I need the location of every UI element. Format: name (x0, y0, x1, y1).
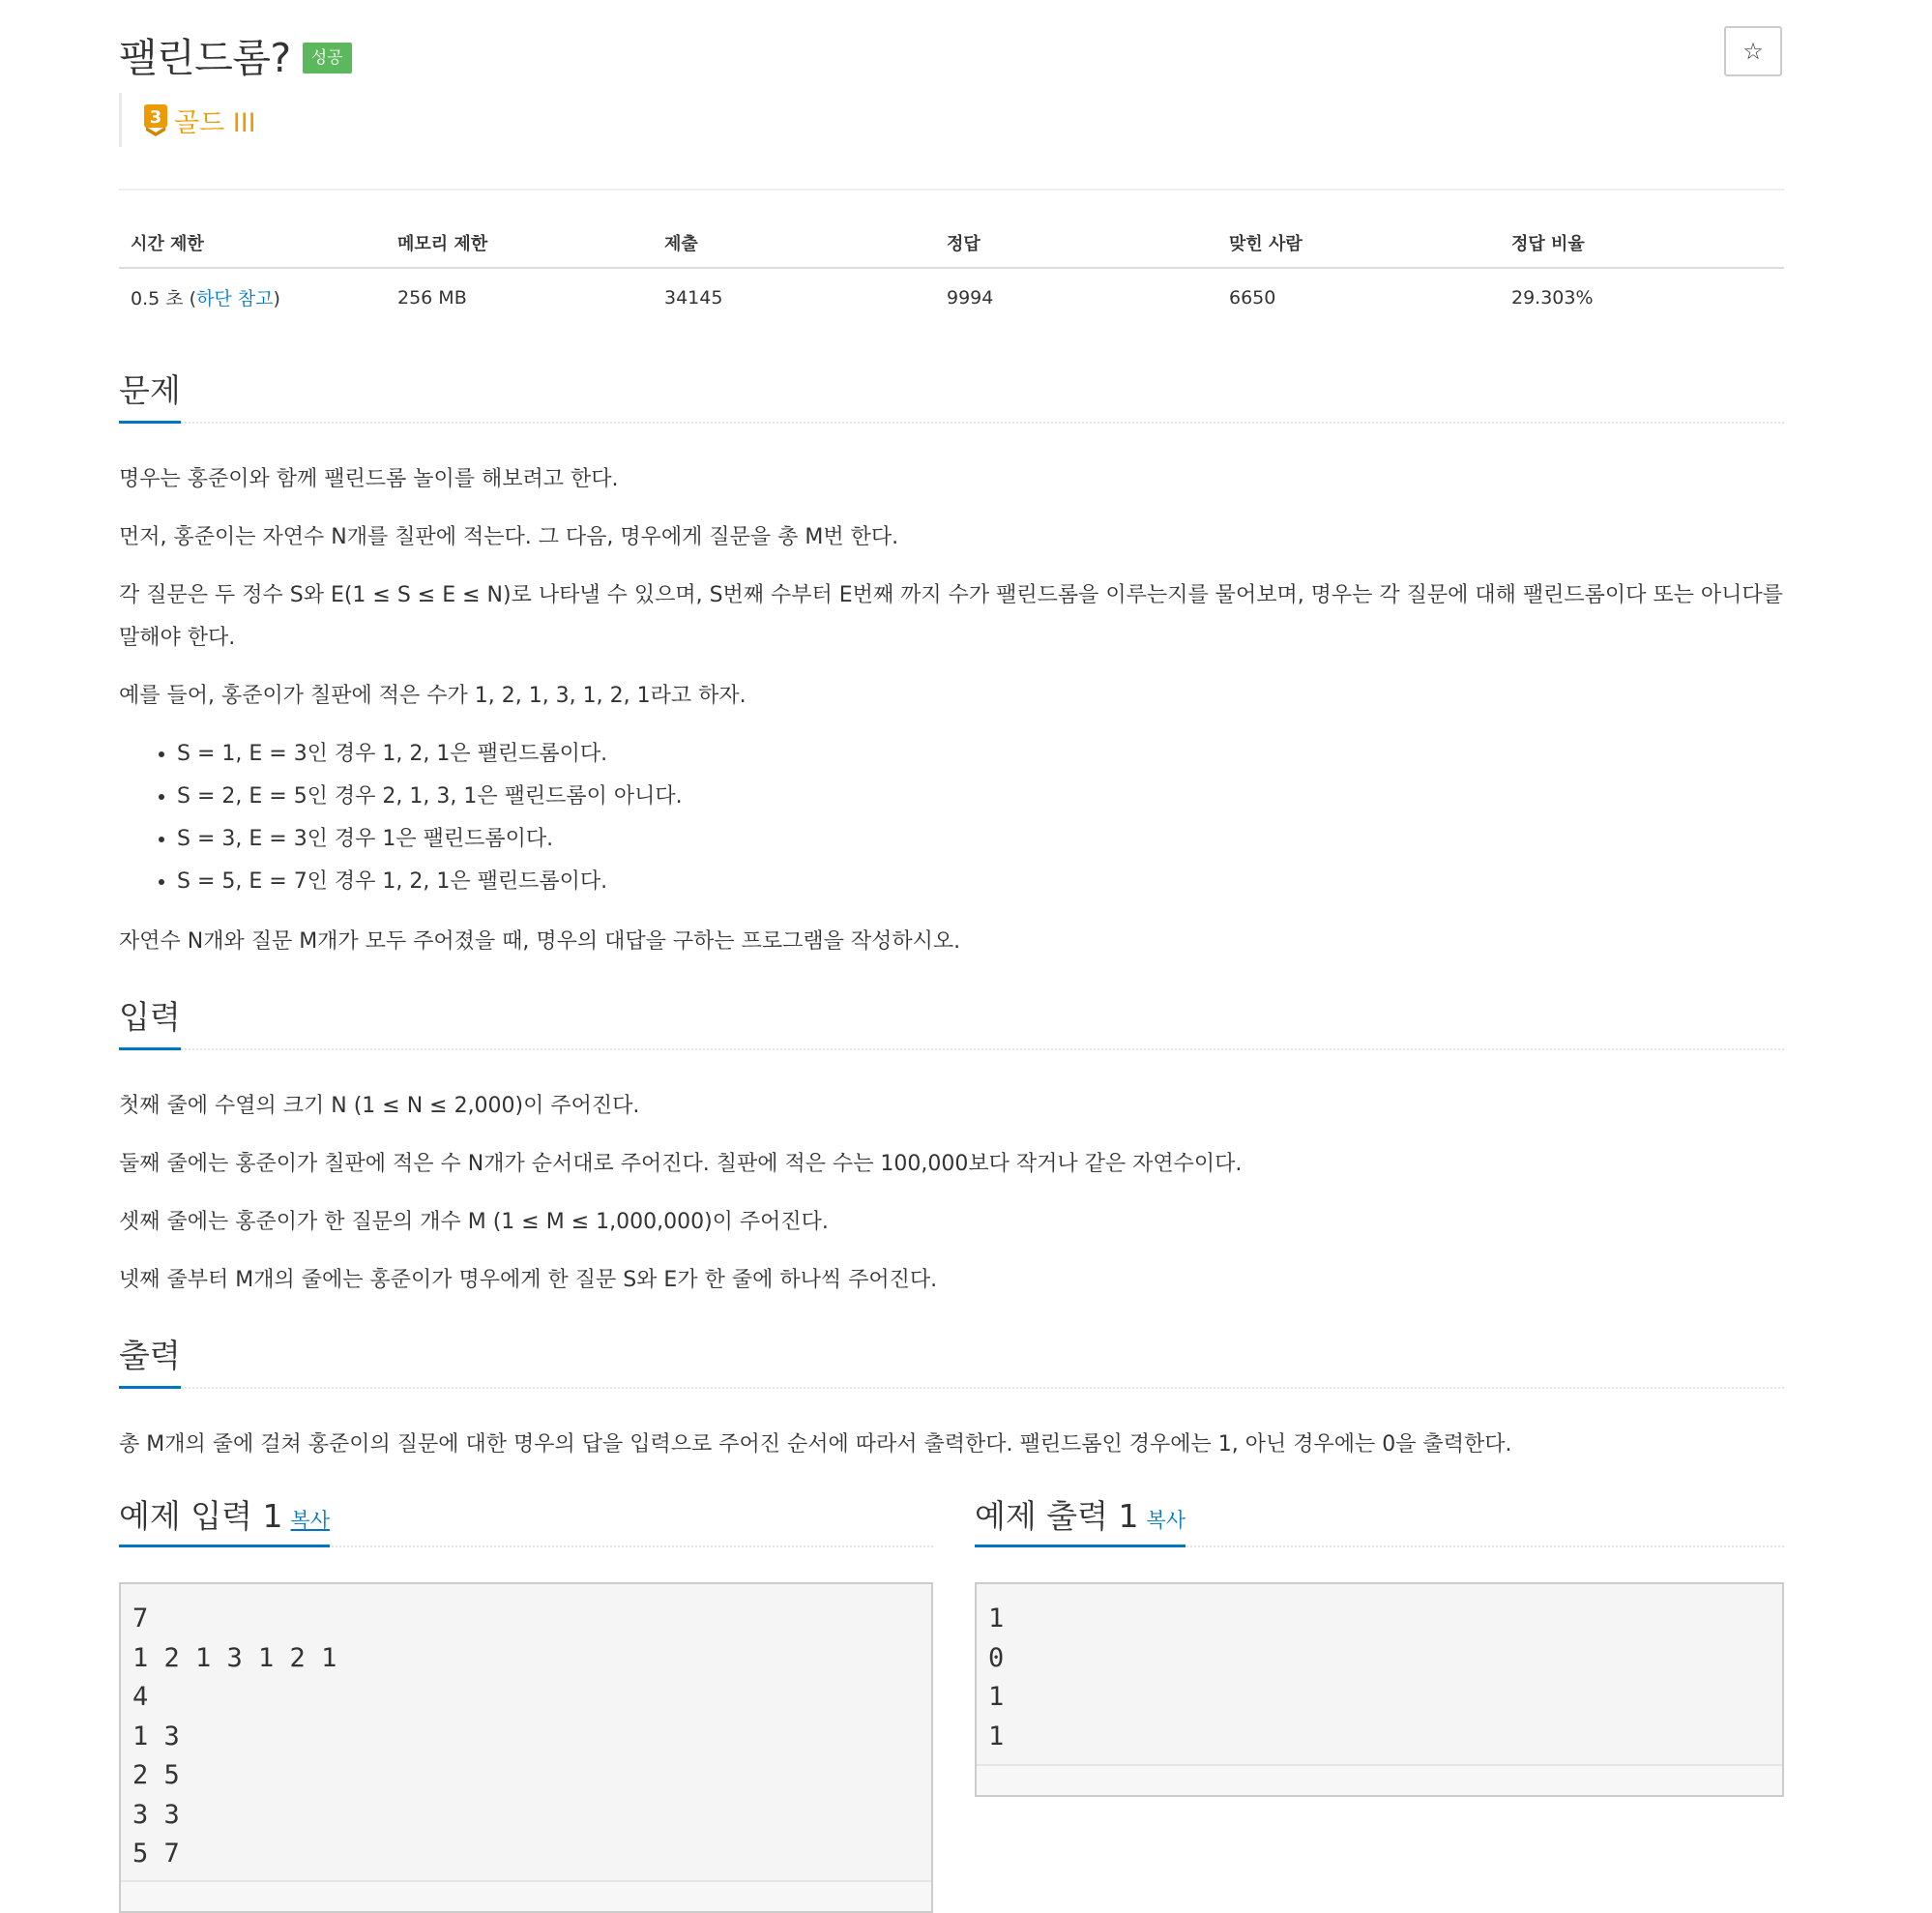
ratio-cell: 29.303% (1511, 286, 1594, 309)
tier-medal-icon (143, 103, 168, 136)
problem-example-list (119, 733, 1842, 903)
header-divider (119, 189, 1784, 191)
status-badge: 성공 (303, 43, 352, 74)
header-ratio: 정답 비율 (1500, 221, 1784, 268)
accepted-cell: 9994 (947, 286, 994, 309)
sample-output-text[interactable]: 1 0 1 1 (988, 1604, 1005, 1751)
input-paragraph: 둘째 줄에는 홍준이가 칠판에 적은 수 N개가 순서대로 주어진다. 칠판에 적은 수는 100,000보다 작거나 같은 자연수이다. (119, 1152, 1243, 1176)
problem-section-heading: 문제 (119, 366, 181, 424)
header-solved-users: 맞힌 사람 (1217, 221, 1500, 268)
output-paragraph: 총 M개의 줄에 걸쳐 홍준이의 질문에 대한 명우의 답을 입력으로 주어진 순서에 따라서 출력한다. 팰린드롬인 경우에는 1, 아닌 경우에는 0을 출력한다. (119, 1432, 1512, 1457)
sample-output-heading (975, 1491, 1186, 1547)
time-limit-cell (119, 268, 386, 326)
sample-input-title: 예제 입력 1 (119, 1497, 283, 1535)
time-limit-suffix: ) (273, 288, 280, 309)
problem-section-header (119, 366, 1784, 424)
header-accepted: 정답 (935, 221, 1217, 268)
problem-paragraph: 자연수 N개와 질문 M개가 모두 주어졌을 때, 명우의 대답을 구하는 프로그램을 작성하시오. (119, 929, 961, 954)
copy-input-button[interactable]: 복사 (290, 1509, 331, 1532)
tier-number: 3 (149, 107, 162, 128)
sample-output-title: 예제 출력 1 (975, 1497, 1139, 1535)
problem-paragraph: 각 질문은 두 정수 S와 E(1 ≤ S ≤ E ≤ N)로 나타낼 수 있으며, S번째 수부터 E번째 까지 수가 팰린드롬을 이루는지를 물어보며, 명우는 각 질문에 대해 팰린드롬이다 또는 아니다를 말해야 한다. (119, 583, 1783, 650)
output-section-header (119, 1331, 1784, 1389)
problem-paragraph: 예를 들어, 홍준이가 칠판에 적은 수가 1, 2, 1, 3, 1, 2, 1라고 하자. (119, 684, 746, 708)
solved-users-cell: 6650 (1229, 286, 1276, 309)
time-limit-value: 0.5 초 ( (131, 288, 197, 309)
tier-label[interactable]: 골드 III (174, 107, 256, 138)
sample-output-box-footer (977, 1764, 1782, 1795)
submissions-cell: 34145 (664, 286, 723, 309)
header-submissions: 제출 (653, 221, 935, 268)
problem-info-table (119, 221, 1784, 326)
problem-paragraph: 명우는 홍준이와 함께 팰린드롬 놀이를 해보려고 한다. (119, 467, 619, 491)
input-paragraph: 넷째 줄부터 M개의 줄에는 홍준이가 명우에게 한 질문 S와 E가 한 줄에 하나씩 주어진다. (119, 1268, 938, 1292)
sample-input-box-footer (121, 1880, 931, 1911)
sample-input-header (119, 1478, 933, 1547)
sample-input-heading (119, 1491, 330, 1547)
input-paragraph: 셋째 줄에는 홍준이가 한 질문의 개수 M (1 ≤ M ≤ 1,000,000)이 주어진다. (119, 1210, 829, 1234)
memory-limit-cell: 256 MB (397, 286, 467, 309)
tier-row (119, 93, 256, 147)
sample-output-header (975, 1478, 1784, 1547)
header-memory-limit: 메모리 제한 (386, 221, 653, 268)
title-row (119, 25, 352, 83)
info-table-header-row (119, 221, 1784, 268)
time-limit-note-link[interactable]: 하단 참고 (196, 288, 274, 309)
input-section-header (119, 992, 1784, 1050)
list-item: • S = 5, E = 7인 경우 1, 2, 1은 팰린드롬이다. (177, 861, 1842, 903)
list-item: • S = 3, E = 3인 경우 1은 팰린드롬이다. (177, 818, 1842, 861)
list-item: • S = 1, E = 3인 경우 1, 2, 1은 팰린드롬이다. (177, 733, 1842, 776)
info-table-row (119, 268, 1784, 326)
output-section-heading: 출력 (119, 1331, 181, 1389)
sample-output-box[interactable] (975, 1582, 1784, 1797)
input-paragraph: 첫째 줄에 수열의 크기 N (1 ≤ N ≤ 2,000)이 주어진다. (119, 1094, 640, 1118)
sample-input-box[interactable] (119, 1582, 933, 1913)
list-item: • S = 2, E = 5인 경우 2, 1, 3, 1은 팰린드롬이 아니다. (177, 776, 1842, 818)
problem-title: 팰린드롬? (119, 34, 291, 81)
copy-output-button[interactable]: 복사 (1146, 1509, 1186, 1532)
header-time-limit: 시간 제한 (119, 221, 386, 268)
problem-paragraph: 먼저, 홍준이는 자연수 N개를 칠판에 적는다. 그 다음, 명우에게 질문을 총 M번 한다. (119, 525, 899, 549)
input-section-heading: 입력 (119, 992, 181, 1050)
favorite-star-button[interactable]: ☆ (1724, 26, 1782, 76)
sample-input-text[interactable]: 7 1 2 1 3 1 2 1 4 1 3 2 5 3 3 5 7 (132, 1604, 337, 1869)
